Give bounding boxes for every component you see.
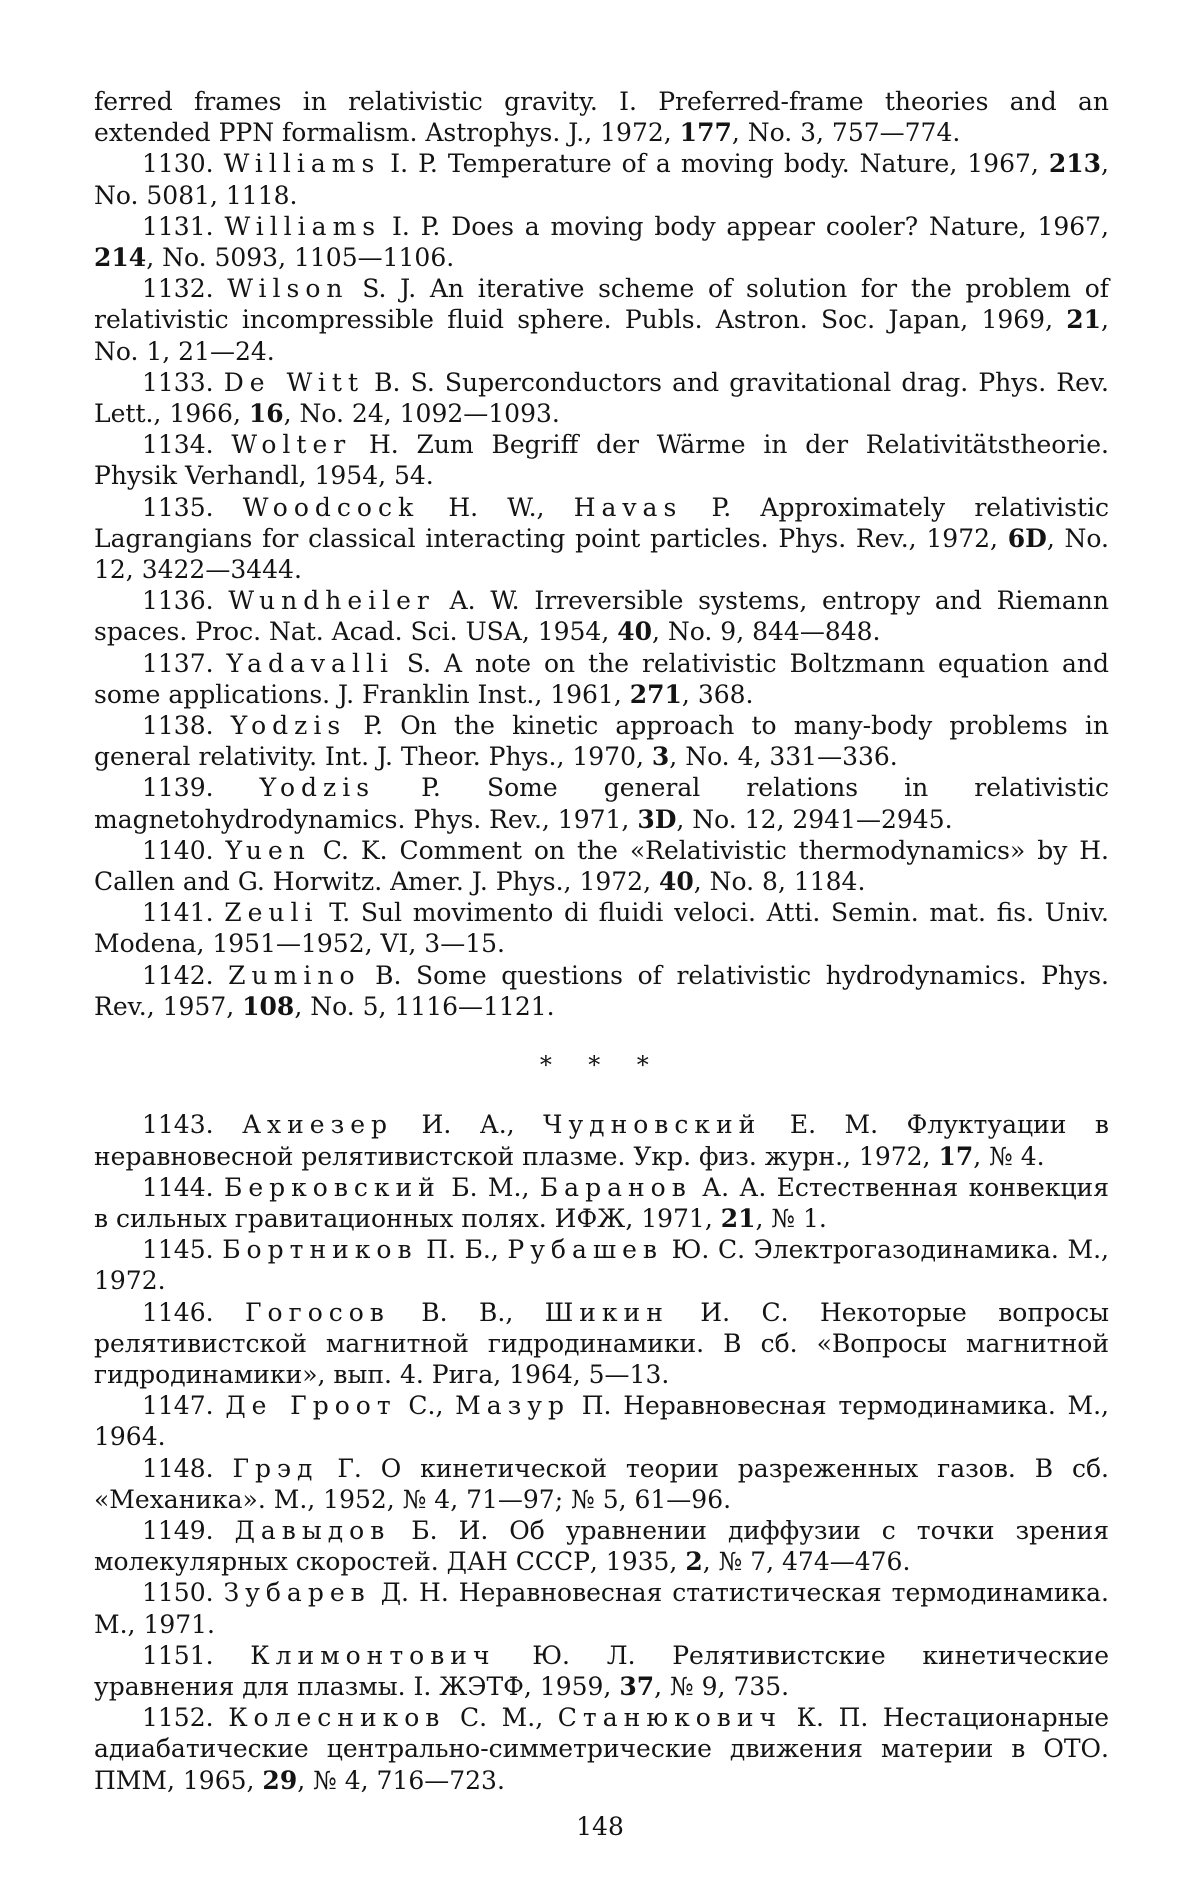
reference-number: 1136. bbox=[142, 586, 214, 616]
section-separator: * * * bbox=[539, 1051, 664, 1080]
reference-text: , No. 5, 1116—1121. bbox=[294, 991, 555, 1021]
reference-number: 1151. bbox=[142, 1640, 214, 1670]
reference-text: , № 1. bbox=[755, 1203, 827, 1233]
reference-text: S. J. An iterative scheme of solution for the problem of relativistic incompressible fluid sphere. Publs. Astron. Soc. Japan, 1969, bbox=[94, 274, 1109, 335]
reference-entry bbox=[94, 897, 1109, 959]
reference-text: , No. 5081, 1118. bbox=[94, 149, 1109, 210]
reference-text: , № 7, 474—476. bbox=[702, 1547, 911, 1577]
reference-number: 1140. bbox=[142, 835, 214, 865]
reference-text: П. Неравновесная термодинамика. М., 1964. bbox=[94, 1391, 1109, 1452]
reference-author: Williams bbox=[224, 211, 382, 241]
reference-number: 1149. bbox=[142, 1515, 214, 1545]
reference-volume: 29 bbox=[262, 1765, 298, 1795]
reference-entry bbox=[94, 1515, 1109, 1577]
reference-author: Зубарев bbox=[223, 1578, 371, 1608]
reference-entry bbox=[94, 367, 1109, 429]
reference-author: Yuen bbox=[225, 835, 311, 865]
reference-text: H. W., bbox=[419, 492, 574, 522]
reference-text: П. Б., bbox=[417, 1235, 508, 1265]
reference-text: I. P. Temperature of a moving body. Nature, 1967, bbox=[380, 149, 1049, 179]
reference-volume: 214 bbox=[94, 243, 147, 273]
reference-text: , No. 24, 1092—1093. bbox=[283, 399, 560, 429]
reference-text: I. P. Does a moving body appear cooler? Nature, 1967, bbox=[381, 211, 1109, 241]
reference-number: 1132. bbox=[142, 274, 214, 304]
reference-volume: 2 bbox=[685, 1547, 703, 1577]
reference-number: 1141. bbox=[142, 898, 214, 928]
reference-text: , № 9, 735. bbox=[654, 1671, 790, 1701]
reference-entry bbox=[94, 148, 1109, 210]
reference-number: 1150. bbox=[142, 1578, 214, 1608]
reference-entry bbox=[94, 960, 1109, 1022]
reference-volume: 21 bbox=[720, 1203, 756, 1233]
reference-entry bbox=[94, 1453, 1109, 1515]
reference-author: Woodcock bbox=[242, 492, 420, 522]
reference-text: , № 4. bbox=[973, 1141, 1045, 1171]
reference-text: И. А., bbox=[393, 1110, 544, 1140]
reference-volume: 16 bbox=[248, 399, 284, 429]
reference-text: , 368. bbox=[681, 679, 754, 709]
reference-volume: 177 bbox=[679, 118, 732, 148]
reference-text: , No. 4, 331—336. bbox=[669, 742, 898, 772]
reference-author: Баранов bbox=[539, 1172, 692, 1202]
reference-author: Wundheiler bbox=[228, 586, 435, 616]
reference-author: Yodzis bbox=[230, 711, 347, 741]
reference-volume: 213 bbox=[1048, 149, 1102, 179]
reference-entry bbox=[94, 86, 1109, 148]
reference-author: Yodzis bbox=[259, 773, 376, 803]
reference-text: И. С. Некоторые вопросы релятивистской магнитной гидродинамики. В сб. «Вопросы магнитной гидродинамики», вып. 4. Рига, 1964, 5—13. bbox=[94, 1297, 1109, 1389]
reference-number: 1135. bbox=[142, 492, 214, 522]
reference-text: A. W. Irreversible systems, entropy and Riemann spaces. Proc. Nat. Acad. Sci. USA, 1954, bbox=[94, 586, 1109, 647]
reference-text: А. А. Естественная конвекция в сильных гравитационных полях. ИФЖ, 1971, bbox=[94, 1172, 1109, 1233]
reference-author: Havas bbox=[573, 492, 683, 522]
reference-text: , No. 3, 757—774. bbox=[731, 118, 961, 148]
reference-text: B. Some questions of relativistic hydrodynamics. Phys. Rev., 1957, bbox=[94, 960, 1109, 1021]
reference-text: , No. 12, 2941—2945. bbox=[676, 804, 953, 834]
reference-text: , No. 9, 844—848. bbox=[652, 617, 881, 647]
reference-author: De Witt bbox=[223, 367, 365, 397]
reference-entry bbox=[94, 1297, 1109, 1391]
reference-author: Гогосов bbox=[245, 1297, 390, 1327]
reference-volume: 108 bbox=[242, 991, 295, 1021]
reference-list bbox=[94, 86, 1109, 1796]
reference-text: T. Sul movimento di fluidi veloci. Atti. Semin. mat. fis. Univ. Modena, 1951—1952, VI, 3—15. bbox=[94, 898, 1109, 959]
reference-entry bbox=[94, 429, 1109, 491]
reference-text: , No. 5093, 1105—1106. bbox=[146, 243, 455, 273]
reference-author: Станюкович bbox=[557, 1703, 783, 1733]
reference-entry bbox=[94, 492, 1109, 586]
reference-number: 1152. bbox=[142, 1703, 214, 1733]
reference-text: Д. Н. Неравновесная статистическая термодинамика. М., 1971. bbox=[94, 1578, 1109, 1639]
reference-entry bbox=[94, 1390, 1109, 1452]
reference-author: Zeuli bbox=[224, 898, 319, 928]
reference-text: , No. 12, 3422—3444. bbox=[94, 523, 1109, 585]
reference-author: Колесников bbox=[228, 1703, 446, 1733]
reference-number: 1137. bbox=[142, 648, 214, 678]
reference-text: C. K. Comment on the «Relativistic thermodynamics» by H. Callen and G. Horwitz. Amer. J. Phys., 1972, bbox=[94, 835, 1109, 897]
reference-text: P. Approximately relativistic Lagrangians for classical interacting point particles. Phys. Rev., 1972, bbox=[94, 492, 1110, 553]
reference-text: , No. 1, 21—24. bbox=[94, 305, 1109, 366]
reference-text: S. A note on the relativistic Boltzmann equation and some applications. J. Franklin Inst., 1961, bbox=[94, 648, 1110, 709]
reference-author: Wolter bbox=[231, 430, 352, 460]
reference-entry bbox=[94, 1702, 1109, 1796]
reference-author: Де Гроот bbox=[225, 1391, 397, 1421]
reference-text: Ю. С. Электрогазодинамика. М., 1972. bbox=[94, 1235, 1109, 1296]
reference-entry bbox=[94, 710, 1109, 772]
reference-text: Е. М. Флуктуации в неравновесной релятивистской плазме. Укр. физ. журн., 1972, bbox=[94, 1110, 1109, 1171]
reference-entry bbox=[94, 772, 1109, 834]
reference-entry bbox=[94, 1640, 1109, 1702]
reference-number: 1142. bbox=[142, 960, 214, 990]
reference-text: С. М., bbox=[445, 1703, 558, 1733]
reference-entry bbox=[94, 648, 1109, 710]
reference-author: Мазур bbox=[455, 1391, 570, 1421]
reference-number: 1134. bbox=[142, 430, 214, 460]
reference-number: 1130. bbox=[142, 149, 214, 179]
reference-entry bbox=[94, 1172, 1109, 1234]
reference-volume: 17 bbox=[938, 1141, 974, 1171]
reference-text: С., bbox=[396, 1391, 456, 1421]
reference-number: 1131. bbox=[142, 211, 214, 241]
reference-number: 1139. bbox=[142, 773, 214, 803]
reference-volume: 3 bbox=[651, 742, 670, 772]
reference-text: , № 4, 716—723. bbox=[297, 1765, 505, 1795]
reference-number: 1145. bbox=[142, 1235, 214, 1265]
reference-number: 1146. bbox=[142, 1297, 214, 1327]
reference-volume: 3D bbox=[637, 804, 677, 834]
reference-volume: 21 bbox=[1066, 305, 1102, 335]
reference-number: 1138. bbox=[142, 711, 214, 741]
reference-author: Yadavalli bbox=[226, 648, 394, 678]
reference-number: 1147. bbox=[142, 1391, 214, 1421]
reference-text: ferred frames in relativistic gravity. I. Preferred-frame theories and an extended PPN formalism. Astrophys. J., 1972, bbox=[94, 87, 1109, 148]
reference-entry bbox=[94, 1234, 1109, 1296]
reference-entry bbox=[94, 273, 1109, 367]
reference-author: Чудновский bbox=[543, 1110, 762, 1140]
reference-entry bbox=[94, 1577, 1109, 1639]
reference-author: Бортников bbox=[222, 1235, 418, 1265]
reference-author: Ахиезер bbox=[242, 1110, 394, 1140]
reference-entry bbox=[94, 211, 1109, 273]
reference-number: 1143. bbox=[142, 1110, 214, 1140]
reference-volume: 40 bbox=[658, 867, 694, 897]
reference-text: К. П. Нестационарные адиабатические центрально-симметрические движения материи в ОТО. ПММ, 1965, bbox=[94, 1703, 1109, 1795]
reference-text: Г. О кинетической теории разреженных газов. В сб. «Механика». М., 1952, № 4, 71—97; № 5, 61—96. bbox=[94, 1453, 1110, 1514]
reference-entry bbox=[94, 1109, 1109, 1171]
reference-author: Рубашев bbox=[507, 1235, 663, 1265]
reference-text: P. On the kinetic approach to many-body problems in general relativity. Int. J. Theor. Phys., 1970, bbox=[94, 711, 1109, 772]
page-number: 148 bbox=[576, 1812, 624, 1841]
reference-author: Zumino bbox=[228, 960, 361, 990]
reference-author: Williams bbox=[223, 149, 381, 179]
reference-text: B. S. Superconductors and gravitational drag. Phys. Rev. Lett., 1966, bbox=[94, 367, 1109, 429]
reference-text: H. Zum Begriff der Wärme in der Relativitätstheorie. Physik Verhandl, 1954, 54. bbox=[94, 430, 1109, 491]
reference-author: Давыдов bbox=[234, 1515, 391, 1545]
reference-entry bbox=[94, 835, 1109, 897]
reference-text: P. Some general relations in relativistic magnetohydrodynamics. Phys. Rev., 1971, bbox=[94, 773, 1109, 834]
reference-volume: 40 bbox=[617, 617, 653, 647]
reference-number: 1133. bbox=[142, 367, 214, 397]
reference-number: 1148. bbox=[142, 1453, 214, 1483]
reference-entry bbox=[94, 585, 1109, 647]
reference-volume: 271 bbox=[629, 679, 682, 709]
reference-author: Грэд bbox=[232, 1453, 319, 1483]
reference-volume: 37 bbox=[619, 1671, 655, 1701]
reference-volume: 6D bbox=[1007, 523, 1047, 553]
reference-text: В. В., bbox=[389, 1297, 545, 1327]
reference-author: Wilson bbox=[227, 274, 349, 304]
reference-author: Берковский bbox=[223, 1172, 441, 1202]
reference-number: 1144. bbox=[142, 1172, 214, 1202]
reference-author: Климонтович bbox=[250, 1640, 496, 1670]
reference-text: , No. 8, 1184. bbox=[693, 867, 866, 897]
reference-text: Ю. Л. Релятивистские кинетические уравнения для плазмы. I. ЖЭТФ, 1959, bbox=[94, 1640, 1109, 1701]
reference-author: Шикин bbox=[544, 1297, 669, 1327]
reference-text: Б. И. Об уравнении диффузии с точки зрения молекулярных скоростей. ДАН СССР, 1935, bbox=[94, 1515, 1109, 1577]
reference-text: Б. М., bbox=[440, 1172, 540, 1202]
